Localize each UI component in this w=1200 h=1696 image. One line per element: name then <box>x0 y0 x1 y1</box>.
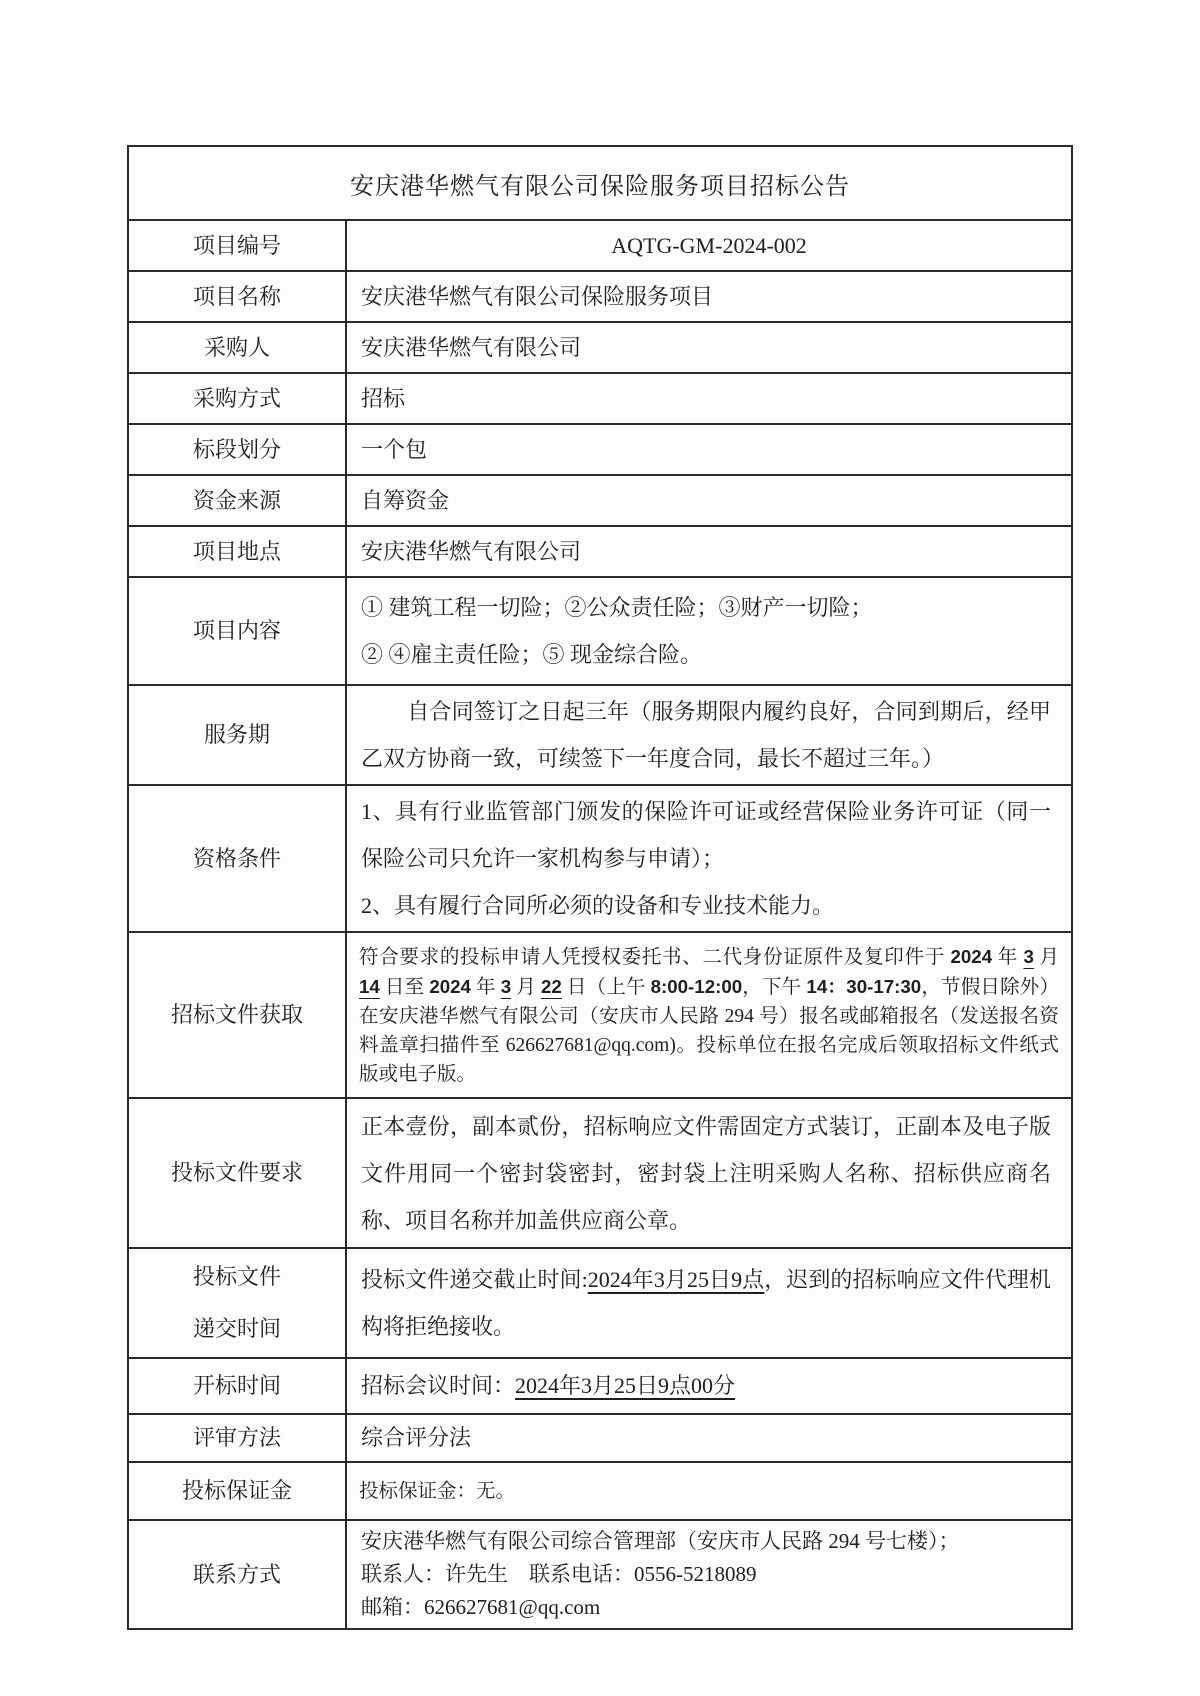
row-label-project-number: 项目编号 <box>128 220 346 271</box>
row-label-qualification: 资格条件 <box>128 785 346 932</box>
row-label-bid-opening-time: 开标时间 <box>128 1358 346 1414</box>
row-value-project-name: 安庆港华燃气有限公司保险服务项目 <box>346 271 1072 322</box>
row-label-procurement-method: 采购方式 <box>128 373 346 424</box>
row-value-bid-submission-time: 投标文件递交截止时间:2024年3月25日9点，迟到的招标响应文件代理机构将拒绝接收。 <box>346 1248 1072 1358</box>
row-value-funding-source: 自筹资金 <box>346 475 1072 526</box>
row-label-service-period: 服务期 <box>128 685 346 785</box>
row-value-bid-document-requirements: 正本壹份，副本贰份，招标响应文件需固定方式装订，正副本及电子版文件用同一个密封袋密封，密封袋上注明采购人名称、招标供应商名称、项目名称并加盖供应商公章。 <box>346 1098 1072 1248</box>
row-bid-submission-time <box>128 1248 1072 1358</box>
title-row <box>128 146 1072 220</box>
row-label-funding-source: 资金来源 <box>128 475 346 526</box>
row-value-bid-document-obtain: 符合要求的投标申请人凭授权委托书、二代身份证原件及复印件于 2024 年 3 月 14 日至 2024 年 3 月 22 日（上午 8:00-12:00，下午 14：30-17:30，节假日除外）在安庆港华燃气有限公司（安庆市人民路 294 号）报名或邮箱报名（发送报名资料盖章扫描件至 626627681@qq.com)。投标单位在报名完成后领取招标文件纸式版或电子版。 <box>346 932 1072 1098</box>
row-value-evaluation-method: 综合评分法 <box>346 1414 1072 1462</box>
row-value-qualification: 1、具有行业监管部门颁发的保险许可证或经营保险业务许可证（同一保险公司只允许一家机构参与申请）； 2、具有履行合同所必须的设备和专业技术能力。 <box>346 785 1072 932</box>
row-label-contact: 联系方式 <box>128 1520 346 1629</box>
row-bid-document-requirements <box>128 1098 1072 1248</box>
row-lot-division <box>128 424 1072 475</box>
row-contact <box>128 1520 1072 1629</box>
row-value-project-content: ① 建筑工程一切险；②公众责任险；③财产一切险； ② ④雇主责任险；⑤ 现金综合险。 <box>346 577 1072 685</box>
row-bid-document-obtain <box>128 932 1072 1098</box>
row-project-content <box>128 577 1072 685</box>
row-label-project-location: 项目地点 <box>128 526 346 577</box>
row-label-evaluation-method: 评审方法 <box>128 1414 346 1462</box>
row-label-project-name: 项目名称 <box>128 271 346 322</box>
row-bid-bond <box>128 1462 1072 1520</box>
row-project-name <box>128 271 1072 322</box>
row-value-lot-division: 一个包 <box>346 424 1072 475</box>
row-procurement-method <box>128 373 1072 424</box>
row-value-procurement-method: 招标 <box>346 373 1072 424</box>
row-project-location <box>128 526 1072 577</box>
row-label-lot-division: 标段划分 <box>128 424 346 475</box>
row-evaluation-method <box>128 1414 1072 1462</box>
row-label-bid-document-requirements: 投标文件要求 <box>128 1098 346 1248</box>
row-label-bid-bond: 投标保证金 <box>128 1462 346 1520</box>
tender-announcement-table <box>127 145 1073 1630</box>
row-service-period <box>128 685 1072 785</box>
row-label-purchaser: 采购人 <box>128 322 346 373</box>
row-funding-source <box>128 475 1072 526</box>
document-title: 安庆港华燃气有限公司保险服务项目招标公告 <box>128 146 1072 220</box>
row-project-number <box>128 220 1072 271</box>
row-value-contact: 安庆港华燃气有限公司综合管理部（安庆市人民路 294 号七楼）； 联系人：许先生 联系电话：0556-5218089 邮箱：626627681@qq.com <box>346 1520 1072 1629</box>
row-qualification <box>128 785 1072 932</box>
row-label-project-content: 项目内容 <box>128 577 346 685</box>
row-value-project-location: 安庆港华燃气有限公司 <box>346 526 1072 577</box>
row-label-bid-document-obtain: 招标文件获取 <box>128 932 346 1098</box>
row-value-bid-opening-time: 招标会议时间：2024年3月25日9点00分 <box>346 1358 1072 1414</box>
row-value-service-period: 自合同签订之日起三年（服务期限内履约良好，合同到期后，经甲乙双方协商一致，可续签下一年度合同，最长不超过三年。） <box>346 685 1072 785</box>
row-value-bid-bond: 投标保证金：无。 <box>346 1462 1072 1520</box>
row-purchaser <box>128 322 1072 373</box>
row-value-purchaser: 安庆港华燃气有限公司 <box>346 322 1072 373</box>
row-label-bid-submission-time: 投标文件 递交时间 <box>128 1248 346 1358</box>
row-bid-opening-time <box>128 1358 1072 1414</box>
table-body <box>128 146 1072 1629</box>
row-value-project-number: AQTG-GM-2024-002 <box>346 220 1072 271</box>
